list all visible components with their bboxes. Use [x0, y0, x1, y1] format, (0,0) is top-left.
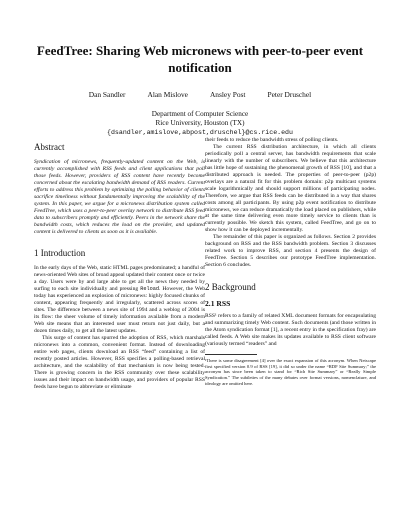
- background-section: [205, 282, 376, 386]
- intro-text: In the early days of the Web, static HTML pages predominated; a handful of news-oriented Web sites of broad appeal updated their content once or twice a day. Users were by and large able to get all the news they needed by surfing to each site individually and pressing: [34, 265, 205, 293]
- introduction-section: [34, 248, 205, 390]
- paper-title: FeedTree: Sharing Web micronews with peer-to-peer event notification: [36, 43, 364, 75]
- intro-paragraph-1: [34, 265, 205, 335]
- abstract-text: Syndication of micronews, frequently-updated content on the Web, is currently accomplished with RSS feeds and client applications that poll those feeds. However, providers of RSS content have recently become concerned about the escalating bandwidth demand of RSS readers. Current efforts to address this problem by optimizing the polling behavior of clients sacrifice timeliness without fundamentally improving the scalability of the system. In this paper, we argue for a micronews distribution system called FeedTree, which uses a peer-to-peer overlay network to distribute RSS feed data to subscribers promptly and efficiently. Peers in the network share the bandwidth costs, which reduces the load on the provider, and updated content is delivered to clients as soon as it is available.: [34, 159, 205, 235]
- introduction-heading: 1 Introduction: [34, 248, 86, 259]
- footnote-divider: [205, 354, 257, 355]
- abstract-heading: Abstract: [34, 142, 65, 152]
- department: Department of Computer Science: [151, 110, 249, 118]
- right-column: [205, 137, 376, 386]
- author-name: Ansley Post: [209, 90, 246, 99]
- intro-text: . However, the Web today has experienced an explosion of micronews: highly focused chunks of content, appearing frequently and irregularly, scattered across scores of sites. The difference between a news site of 1994 and a weblog of 2004 is its flow: the sheer volume of timely information available from a modern Web site means that an interested user must return not just daily, but a dozen times daily, to get all the latest updates.: [34, 286, 205, 335]
- rss-subheading: 2.1 RSS: [205, 299, 231, 309]
- affiliation: [20, 110, 380, 138]
- author-emails: {dsandler,amislove,abpost,druschel}@cs.rice.edu: [107, 129, 293, 137]
- left-column: [34, 142, 205, 391]
- university: Rice University, Houston (TX): [155, 119, 245, 128]
- intro-paragraph-3: The current RSS distribution architecture, in which all clients periodically poll a central server, has bandwidth requirements that scale linearly with the number of subscribers. We believe that this architecture has little hope of sustaining the phenomenal growth of RSS [10], and that a distributed approach is needed. The properties of peer-to-peer (p2p) overlays are a natural fit for this problem domain: p2p multicast systems scale logarithmically and should support millions of participating nodes. Therefore, we argue that RSS feeds can be distributed in a way that shares costs among all participants. By using p2p event notification to distribute micronews, we can reduce dramatically the load placed on publishers, while at the same time delivering even more timely service to clients than is currently possible. We sketch this system, called FeedTree, and go on to show how it can be deployed incrementally.: [205, 143, 376, 234]
- author-list: [20, 90, 380, 99]
- author-name: Peter Druschel: [267, 90, 312, 99]
- intro-paragraph-2: This surge of content has spurred the adoption of RSS, which marshals micronews into a common, convenient format. Instead of downloading entire web pages, clients download an RSS “feed” containing a list of recently posted articles. However, RSS specifies a polling-based retrieval architecture, and the scalability of that mechanism is now being tested. There is growing concern in the RSS community over these scalability issues and their impact on bandwidth usage, and providers of popular RSS feeds have begun to abbreviate or eliminate: [34, 335, 205, 390]
- intro-continued: their feeds to reduce the bandwidth stress of polling clients.: [205, 137, 339, 143]
- reload-keyword: Reload: [140, 286, 159, 293]
- rss-paragraph: RSS¹ refers to a family of related XML document formats for encapsulating and summarizing timely Web content. Such documents (and those written in the Atom syndication format [1], a recent entry in the specification fray) are called feeds. A Web site makes its updates available to RSS client software (variously termed “readers” and: [205, 313, 376, 347]
- intro-paragraph-4: The remainder of this paper is organized as follows. Section 2 provides background on RSS and the RSS bandwidth problem. Section 3 discusses related work to improve RSS, and section 4 presents the design of FeedTree. Section 5 describes our prototype FeedTree implementation. Section 6 concludes.: [205, 234, 376, 269]
- footnote: ¹There is some disagreement [4] over the exact expansion of this acronym. When Netscape first specified version 0.9 of RSS [19], it did so under the name “RDF Site Summary;” the acronym has since been taken to stand for “Rich Site Summary” or “Really Simple Syndication.” The subtleties of the many debates over format versions, nomenclature, and ideology are omitted here.: [205, 357, 376, 386]
- background-heading: 2 Background: [205, 282, 256, 293]
- author-name: Dan Sandler: [88, 90, 126, 99]
- author-name: Alan Mislove: [147, 90, 188, 99]
